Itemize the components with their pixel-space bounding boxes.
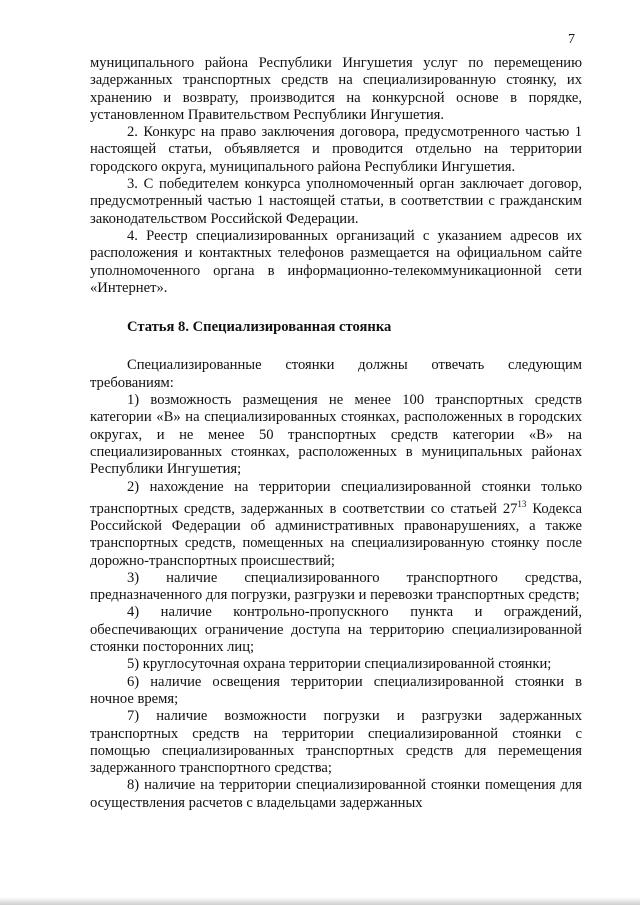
article-8-intro: Специализированные стоянки должны отвечать следующим требованиям: — [90, 357, 582, 391]
article-8-heading: Статья 8. Специализированная стоянка — [127, 319, 392, 336]
article-superscript: 13 — [517, 498, 527, 509]
paragraph-item-3: 3. С победителем конкурса уполномоченный орган заключает договор, предусмотренный частью 1 настоящей статьи, в соответствии с гражданским законодательством Российской Федерации. — [90, 176, 582, 227]
document-body — [90, 55, 582, 812]
paragraph-item-4: 4. Реестр специализированных организаций с указанием адресов их расположения и контактных телефонов размещается на официальном сайте уполномоченного органа в информационно-телекоммуникационной сети «Интернет». — [90, 227, 582, 296]
requirement-5: 5) круглосуточная охрана территории специализированной стоянки; — [127, 656, 552, 673]
page-number: 7 — [568, 32, 575, 47]
paragraph-intro: муниципального района Республики Ингушетия услуг по перемещению задержанных транспортных средств на специализированную стоянку, их хранению и возврату, производится на конкурсной основе в порядке, установленном Правительством Республики Ингушетия. — [90, 55, 582, 123]
requirement-2-text-after: Кодекса Российской Федерации об административных правонарушениях, а также транспортных средств, помещенных на специализированную стоянку после дорожно-транспортных происшествий; — [90, 500, 582, 569]
requirement-2 — [90, 479, 582, 570]
scan-bottom-edge — [0, 897, 640, 905]
requirement-8: 8) наличие на территории специализированной стоянки помещения для осуществления расчетов с владельцами задержанных — [90, 777, 582, 811]
paragraph-item-2: 2. Конкурс на право заключения договора, предусмотренного частью 1 настоящей статьи, объявляется и проводится отдельно на территории городского округа, муниципального района Республики Ингушетия. — [90, 124, 582, 175]
requirement-6: 6) наличие освещения территории специализированной стоянки в ночное время; — [90, 673, 582, 707]
requirement-2-text-before: 2) нахождение на территории специализированной стоянки только транспортных средств, задержанных в соответствии со статьей 27 — [90, 478, 582, 517]
requirement-3: 3) наличие специализированного транспортного средства, предназначенного для погрузки, разгрузки и перевозки транспортных средств; — [90, 569, 582, 604]
requirement-1: 1) возможность размещения не менее 100 транспортных средств категории «В» на специализированных стоянках, расположенных в городских округах, и не менее 50 транспортных средств категории «В» на специализированных стоянках, расположенных в муниципальных районах Республики Ингушетия; — [90, 392, 582, 478]
requirement-4: 4) наличие контрольно-пропускного пункта и ограждений, обеспечивающих ограничение доступа на территорию специализированной стоянки посторонних лиц; — [90, 604, 582, 656]
requirement-7: 7) наличие возможности погрузки и разгрузки задержанных транспортных средств на территории специализированной стоянки с помощью специализированных транспортных средств для перемещения задержанного транспортного средства; — [90, 708, 582, 777]
